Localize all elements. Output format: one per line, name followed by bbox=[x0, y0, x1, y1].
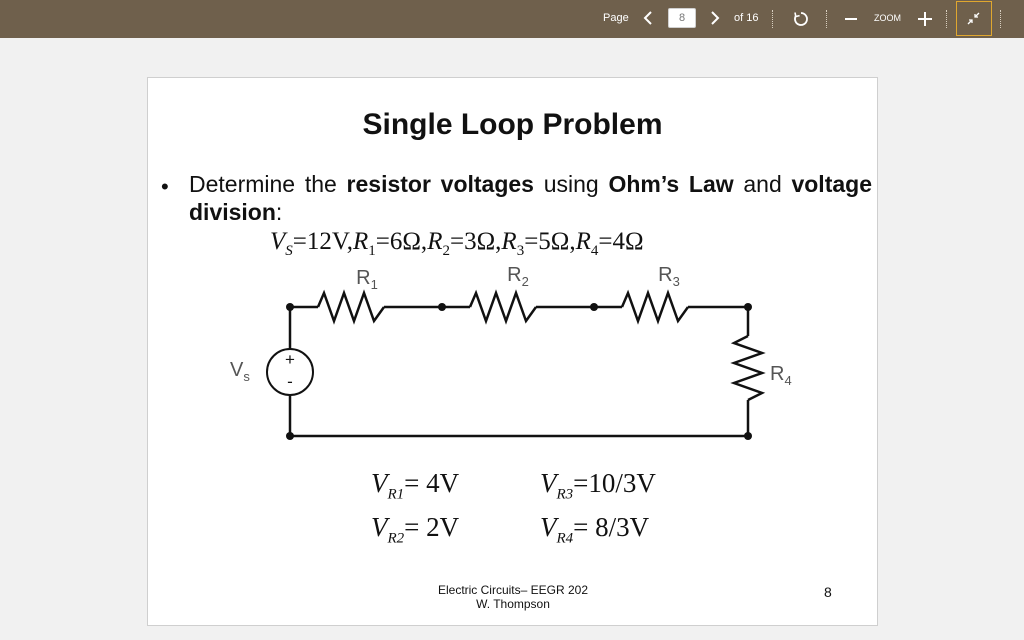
vr3-subscript: R3 bbox=[556, 486, 574, 503]
r3-value: =5Ω, bbox=[524, 228, 576, 255]
slide-page bbox=[147, 77, 878, 626]
slide-page-number: 8 bbox=[824, 584, 832, 600]
exit-fullscreen-icon bbox=[957, 2, 991, 35]
vr1-subscript: R1 bbox=[387, 486, 405, 503]
vr2-subscript: R2 bbox=[387, 530, 405, 547]
node-dot bbox=[744, 432, 752, 440]
node-dot bbox=[286, 303, 294, 311]
chevron-right-icon bbox=[707, 8, 723, 28]
source-minus-sign: - bbox=[287, 372, 293, 391]
source-plus-sign: + bbox=[285, 350, 295, 369]
bullet-marker: • bbox=[161, 174, 169, 199]
page-label: Page bbox=[603, 12, 629, 24]
bullet-text-part: using bbox=[533, 171, 609, 197]
r4-value: =4Ω bbox=[598, 228, 644, 255]
minus-icon bbox=[844, 10, 858, 28]
result-vr1: $V_{R1}= 4V$ bbox=[371, 468, 460, 503]
toolbar-divider bbox=[826, 10, 827, 28]
vs-value: =12V, bbox=[292, 228, 353, 255]
vr4-value: = 8/3V bbox=[573, 512, 650, 542]
node-dot bbox=[590, 303, 598, 311]
toolbar-divider bbox=[772, 10, 773, 28]
r4-label: $R_4$ bbox=[770, 363, 792, 388]
r3-label: $R_3$ bbox=[658, 264, 680, 289]
page-number-input[interactable] bbox=[668, 8, 696, 28]
vr4-subscript: R4 bbox=[556, 530, 574, 547]
resistor-r2-symbol bbox=[470, 293, 536, 321]
node-dot bbox=[438, 303, 446, 311]
r4-subscript: 4 bbox=[590, 243, 599, 259]
footer-author: W. Thompson bbox=[476, 597, 550, 611]
result-vr4: $V_{R4}= 8/3V$ bbox=[540, 512, 650, 547]
resistor-r1-symbol bbox=[318, 293, 384, 321]
vs-label: $V_s$ bbox=[230, 359, 250, 384]
pdf-toolbar bbox=[0, 0, 1024, 38]
exit-fullscreen-button[interactable] bbox=[956, 1, 992, 36]
chevron-left-icon bbox=[640, 8, 656, 28]
r2-subscript: 2 bbox=[442, 243, 450, 259]
bullet-bold-resistor-voltages: resistor voltages bbox=[346, 171, 534, 197]
plus-icon bbox=[917, 10, 933, 28]
node-dot bbox=[286, 432, 294, 440]
result-vr2: $V_{R2}= 2V$ bbox=[371, 512, 460, 547]
resistor-r3-symbol bbox=[622, 293, 688, 321]
vr2-value: = 2V bbox=[404, 512, 460, 542]
r1-label: $R_1$ bbox=[356, 267, 378, 292]
rotate-icon bbox=[792, 10, 810, 28]
vs-subscript: S bbox=[285, 243, 293, 259]
zoom-out-button[interactable] bbox=[844, 10, 858, 33]
bullet-text-part: Determine the bbox=[189, 171, 347, 197]
r2-value: =3Ω, bbox=[449, 228, 502, 255]
result-vr3: $V_{R3}=10/3V$ bbox=[540, 468, 656, 503]
next-page-button[interactable] bbox=[707, 8, 723, 33]
given-values-equation: $V_S=12V,R_1=6\Omega,R_2=3\Omega,R_3=5\Omega,R_4=4\Omega$ bbox=[270, 228, 644, 259]
previous-page-button[interactable] bbox=[640, 8, 656, 33]
circuit-diagram bbox=[148, 78, 879, 627]
r1-subscript: 1 bbox=[368, 243, 376, 259]
r1-value: =6Ω, bbox=[375, 228, 428, 255]
page-total: of 16 bbox=[734, 12, 759, 24]
footer-course: Electric Circuits– EEGR 202 bbox=[437, 583, 589, 597]
vr1-value: = 4V bbox=[404, 468, 460, 498]
node-dot bbox=[744, 303, 752, 311]
r3-subscript: 3 bbox=[516, 243, 525, 259]
rotate-button[interactable] bbox=[792, 10, 810, 33]
bullet-text-part: and bbox=[733, 171, 792, 197]
bullet-bold-voltage-division: voltage division bbox=[189, 171, 872, 225]
slide-footer bbox=[413, 583, 613, 611]
zoom-in-button[interactable] bbox=[917, 10, 933, 33]
zoom-label: ZOOM bbox=[874, 13, 901, 23]
bullet-bold-ohms-law: Ohm’s Law bbox=[608, 171, 734, 197]
resistor-r4-symbol bbox=[734, 336, 762, 400]
toolbar-divider bbox=[1000, 10, 1001, 28]
toolbar-divider bbox=[946, 10, 947, 28]
r2-label: $R_2$ bbox=[507, 264, 529, 289]
bullet-text-part: : bbox=[275, 199, 283, 225]
slide-title: Single Loop Problem bbox=[362, 108, 663, 141]
vr3-value: =10/3V bbox=[573, 468, 656, 498]
